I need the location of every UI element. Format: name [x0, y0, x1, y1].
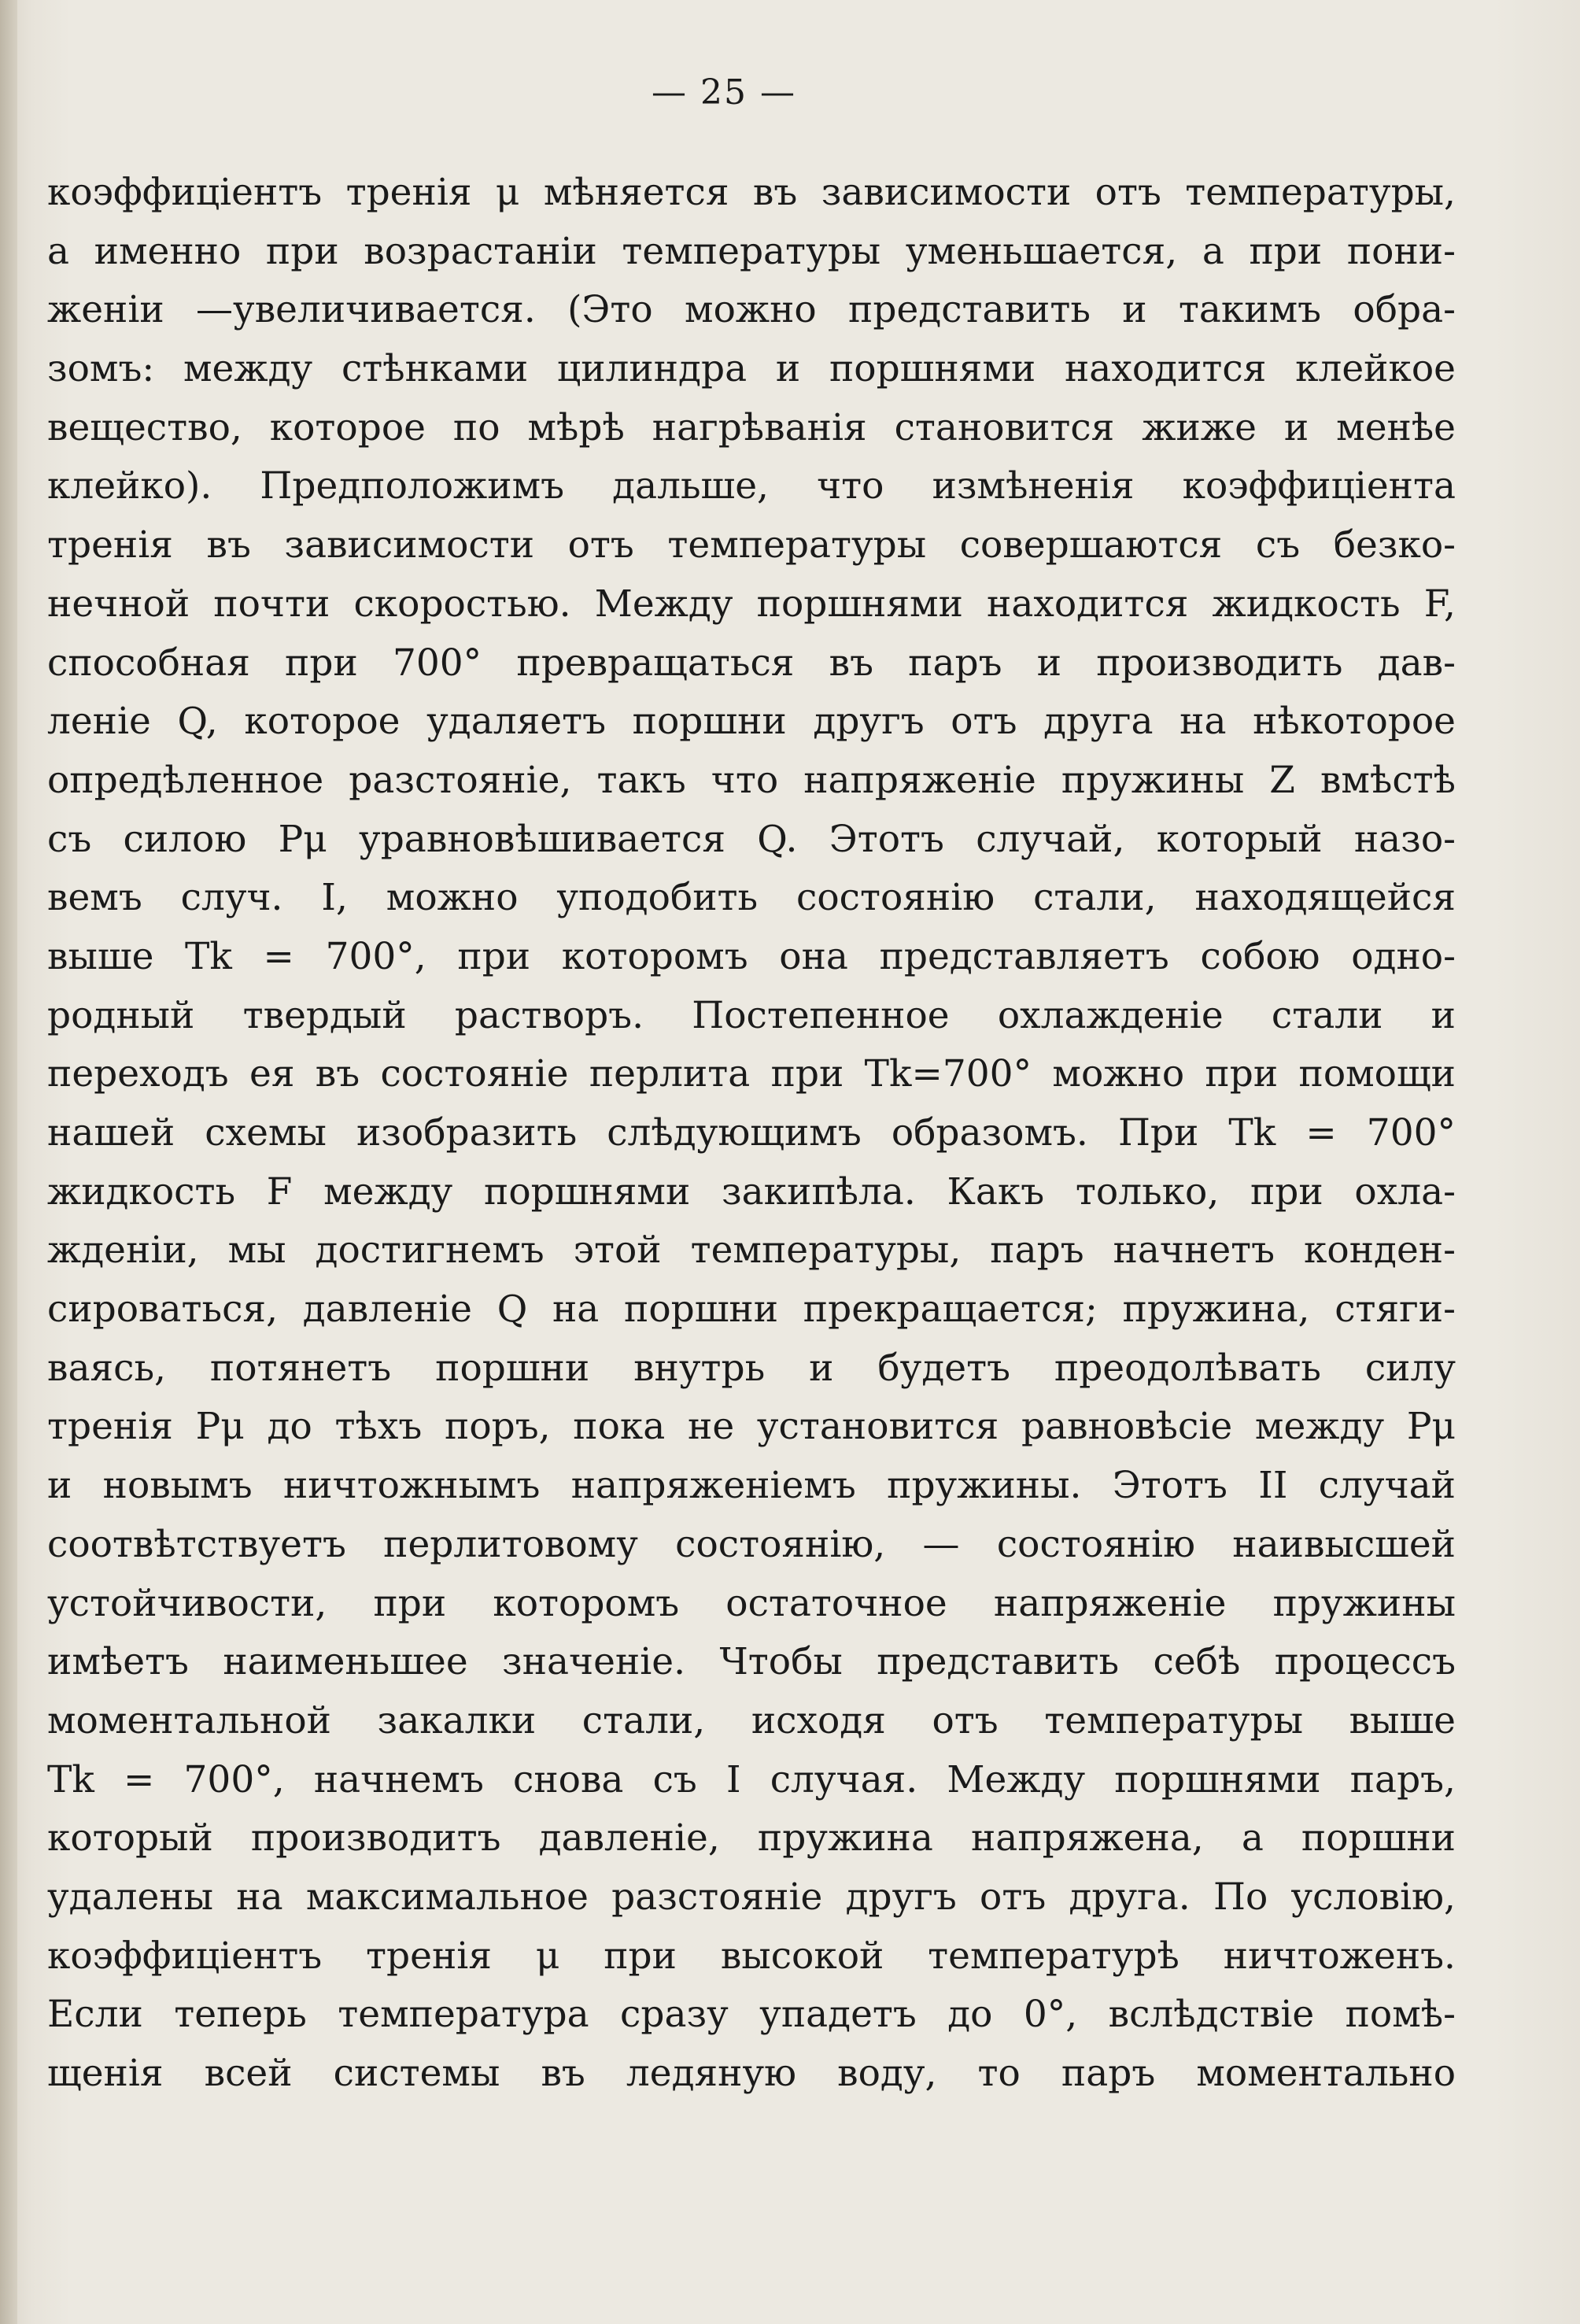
text-line: клейко). Предположимъ дальше, что измѣненія коэффиціента	[47, 464, 1456, 508]
text-line: моментальной закалки стали, исходя отъ температуры выше	[47, 1698, 1456, 1742]
text-line: опредѣленное разстояніе, такъ что напряженіе пружины Z вмѣстѣ	[47, 758, 1456, 802]
text-line: способная при 700° превращаться въ паръ и производить дав-	[47, 641, 1456, 685]
text-line: жденіи, мы достигнемъ этой температуры, паръ начнетъ конден-	[47, 1229, 1456, 1273]
text-line: удалены на максимальное разстояніе другъ отъ друга. По условію,	[47, 1875, 1456, 1919]
text-line: зомъ: между стѣнками цилиндра и поршнями находится клейкое	[47, 347, 1456, 391]
text-line: тренія Pμ до тѣхъ поръ, пока не установится равновѣсіе между Pμ	[47, 1405, 1456, 1449]
text-line: устойчивости, при которомъ остаточное напряженіе пружины	[47, 1581, 1456, 1625]
text-line: выше Tk = 700°, при которомъ она представляетъ собою одно-	[47, 934, 1456, 978]
text-line: который производитъ давленіе, пружина напряжена, а поршни	[47, 1816, 1456, 1860]
text-line: Если теперь температура сразу упадетъ до 0°, вслѣдствіе помѣ-	[47, 1993, 1456, 2037]
text-line: коэффиціентъ тренія μ при высокой температурѣ ничтоженъ.	[47, 1934, 1456, 1978]
text-line: переходъ ея въ состояніе перлита при Tk=700° можно при помощи	[47, 1052, 1456, 1096]
text-line: ваясь, потянетъ поршни внутрь и будетъ преодолѣвать силу	[47, 1346, 1456, 1390]
text-line: соотвѣтствуетъ перлитовому состоянію, — состоянію наивысшей	[47, 1522, 1456, 1566]
text-line: щенія всей системы въ ледяную воду, то паръ моментально	[47, 2052, 1456, 2095]
text-line: тренія въ зависимости отъ температуры совершаются съ безко-	[47, 523, 1456, 567]
text-line: нечной почти скоростью. Между поршнями находится жидкость F,	[47, 582, 1456, 626]
text-line: коэффиціентъ тренія μ мѣняется въ зависимости отъ температуры,	[47, 171, 1456, 214]
page-spine-shadow	[0, 0, 17, 2324]
body-text	[47, 164, 1456, 2104]
text-line: леніе Q, которое удаляетъ поршни другъ отъ друга на нѣкоторое	[47, 700, 1456, 744]
text-line: нашей схемы изобразить слѣдующимъ образомъ. При Tk = 700°	[47, 1111, 1456, 1155]
text-line: вещество, которое по мѣрѣ нагрѣванія становится жиже и менѣе	[47, 405, 1456, 449]
text-line: и новымъ ничтожнымъ напряженіемъ пружины. Этотъ II случай	[47, 1464, 1456, 1508]
text-line: женіи —увеличивается. (Это можно представить и такимъ обра-	[47, 288, 1456, 332]
text-line: имѣетъ наименьшее значеніе. Чтобы представить себѣ процессъ	[47, 1640, 1456, 1684]
page-number: — 25 —	[652, 72, 796, 113]
text-line: съ силою Pμ уравновѣшивается Q. Этотъ случай, который назо-	[47, 817, 1456, 861]
text-line: родный твердый растворъ. Постепенное охлажденіе стали и	[47, 993, 1456, 1037]
text-line: жидкость F между поршнями закипѣла. Какъ только, при охла-	[47, 1169, 1456, 1214]
text-line: Tk = 700°, начнемъ снова съ I случая. Между поршнями паръ,	[47, 1757, 1456, 1801]
text-line: сироваться, давленіе Q на поршни прекращается; пружина, стяги-	[47, 1288, 1456, 1332]
text-line: вемъ случ. I, можно уподобить состоянію стали, находящейся	[47, 876, 1456, 920]
text-line: а именно при возрастаніи температуры уменьшается, а при пони-	[47, 229, 1456, 273]
